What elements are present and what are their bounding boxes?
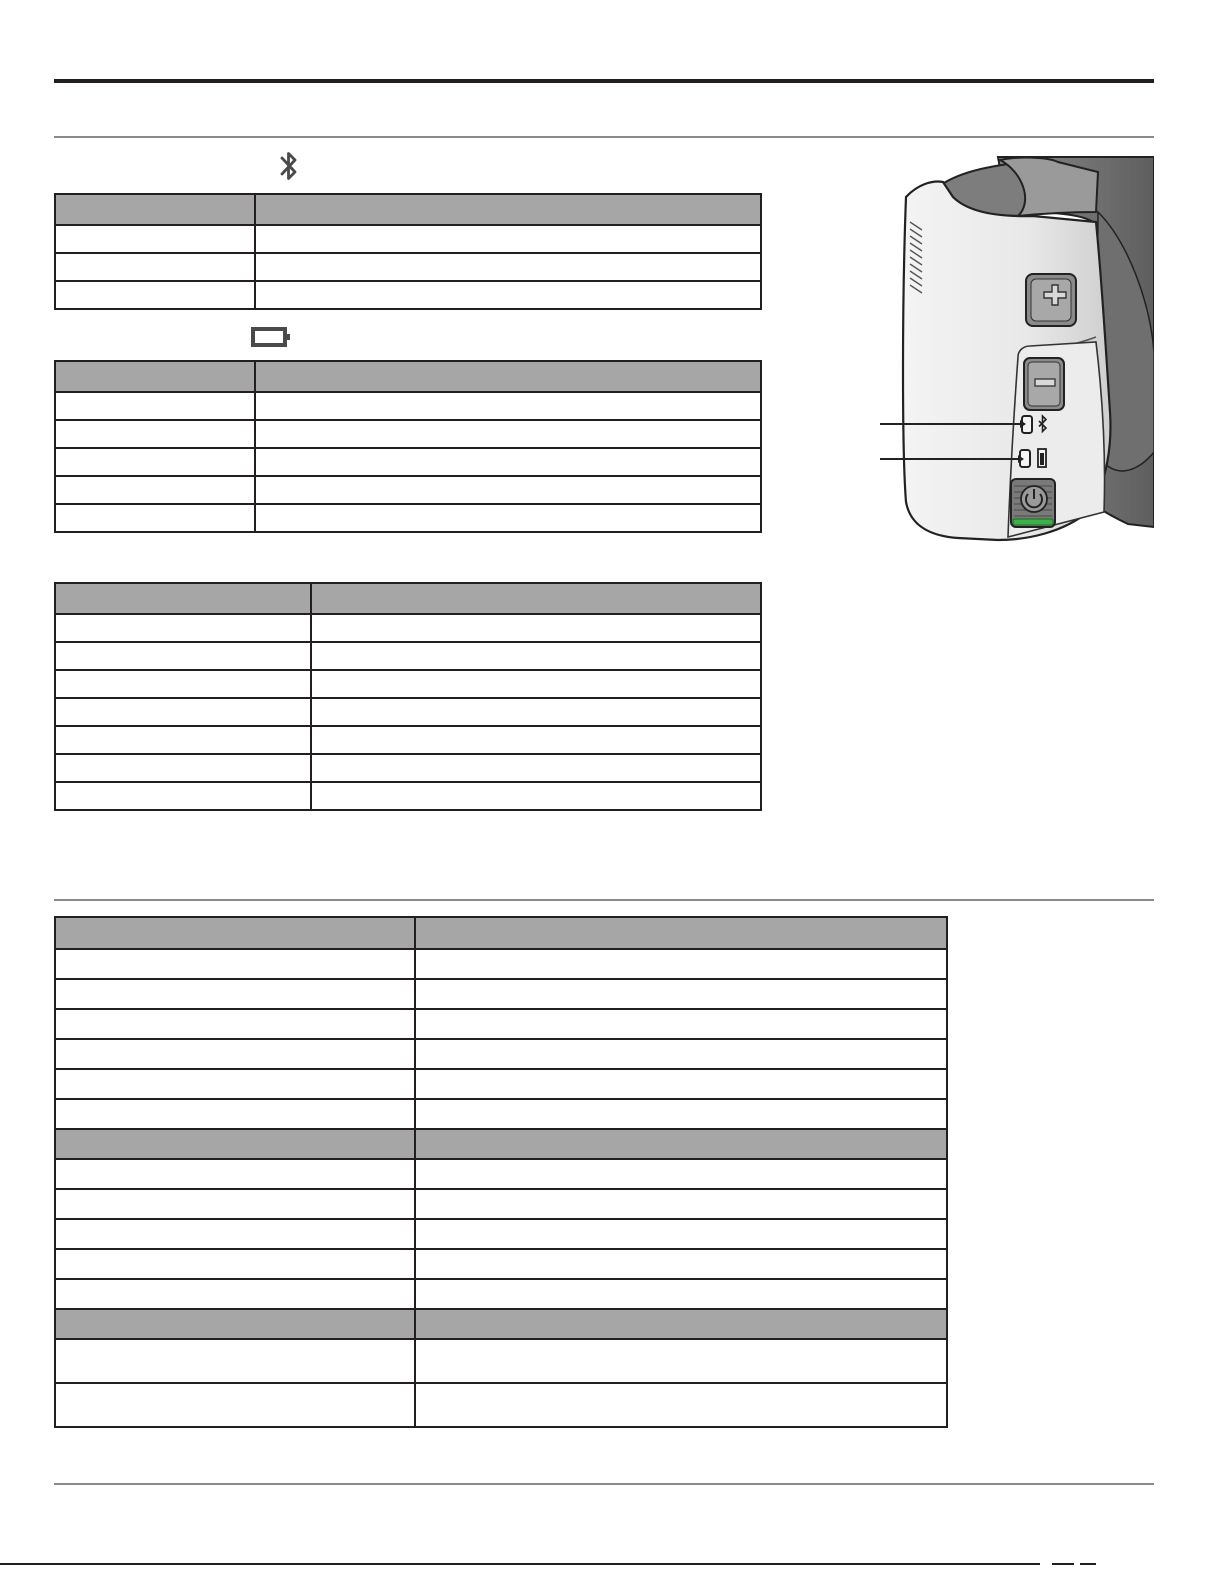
table-row [55,726,761,754]
bluetooth-icon [276,149,302,183]
status-combination-table [54,582,762,811]
table-row [55,1383,947,1427]
table-row [55,281,761,309]
plus-button-icon [1026,274,1076,326]
section-rule-1 [54,136,1154,138]
table-row [55,1069,947,1099]
table-row [55,979,947,1009]
section-rule-2 [54,899,1154,901]
table-row [55,1189,947,1219]
table-row [55,1099,947,1129]
specifications-table [54,916,948,1428]
battery-status-table [54,360,762,533]
page-edge-mark [1052,1563,1074,1565]
table-header-row [55,917,947,949]
power-button-icon [1011,479,1055,527]
table-row [55,1009,947,1039]
table-row [55,782,761,810]
table-row [55,392,761,420]
battery-icon [250,326,292,348]
table-header-row [55,1129,947,1159]
page-edge-mark [0,1563,1040,1565]
table-row [55,1339,947,1383]
table-row [55,504,761,532]
table-row [55,670,761,698]
table-header-row [55,194,761,225]
headset-side-controls [858,152,1154,548]
table-row [55,1159,947,1189]
table-row [55,698,761,726]
table-row [55,420,761,448]
table-row [55,754,761,782]
table-row [55,225,761,253]
table-row [55,253,761,281]
table-row [55,476,761,504]
footer-rule [54,1483,1154,1485]
page-edge-mark [1080,1563,1096,1565]
bluetooth-status-table [54,193,762,310]
table-row [55,949,947,979]
table-row [55,642,761,670]
table-row [55,614,761,642]
minus-button-icon [1024,358,1064,410]
table-row [55,448,761,476]
header-rule [54,79,1154,83]
table-row [55,1249,947,1279]
table-row [55,1219,947,1249]
table-row [55,1039,947,1069]
table-header-row [55,361,761,392]
table-header-row [55,1309,947,1339]
table-header-row [55,583,761,614]
table-row [55,1279,947,1309]
